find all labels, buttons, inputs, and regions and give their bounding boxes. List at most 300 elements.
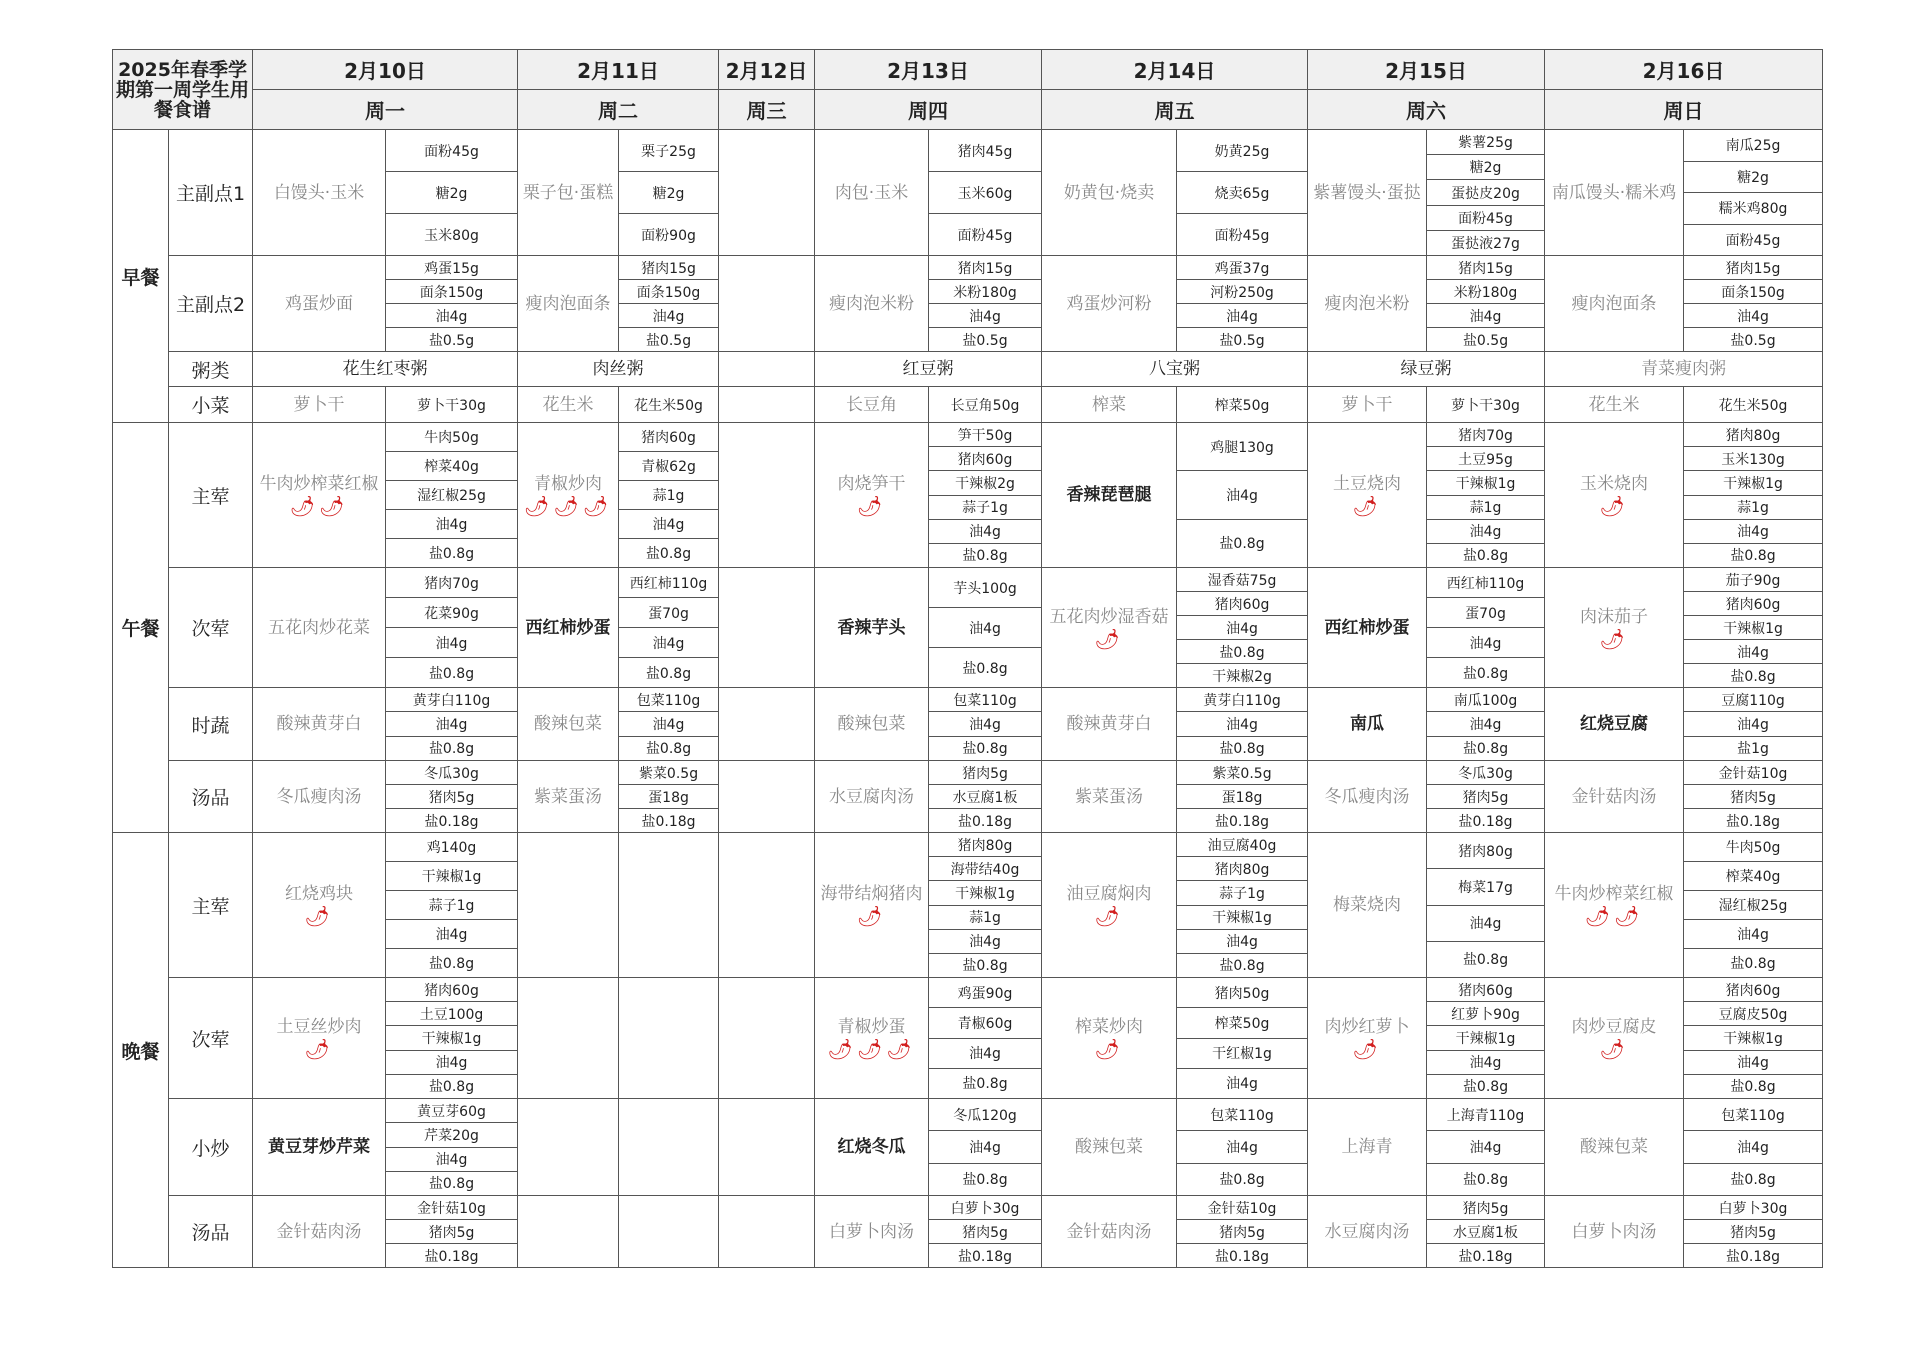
empty-cell (518, 978, 619, 1099)
ingredient-item: 油4g (929, 930, 1041, 954)
porridge-name: 绿豆粥 (1308, 352, 1545, 387)
ingredient-item: 烧卖65g (1177, 172, 1307, 214)
ingredient-item: 西红柿110g (1427, 568, 1544, 598)
ingredient-item: 盐0.8g (962, 548, 1008, 565)
ingredients-cell (1427, 256, 1545, 352)
ingredient-item: 青椒62g (619, 452, 718, 481)
ingredient-item: 玉米60g (929, 172, 1041, 214)
ingredients-cell (386, 978, 518, 1099)
dish-cell (518, 256, 619, 352)
ingredients-cell (619, 256, 719, 352)
chili-pepper-icon: 🌶 (304, 1037, 334, 1061)
ingredients-cell (619, 688, 719, 761)
ingredients-cell (929, 256, 1042, 352)
empty-cell (619, 1099, 719, 1196)
ingredient-list (619, 688, 718, 760)
chili-pepper-icon: 🌶 (1599, 494, 1629, 518)
ingredient-list (386, 256, 517, 351)
ingredient-item: 猪肉45g (929, 130, 1041, 172)
ingredient-item: 油4g (1427, 1051, 1544, 1075)
ingredient-item: 盐0.8g (1462, 1172, 1509, 1189)
ingredient-item: 栗子25g (619, 130, 718, 172)
ingredient-item: 猪肉15g (929, 256, 1041, 280)
ingredient-list (386, 1196, 517, 1267)
porridge-name: 青菜瘦肉粥 (1545, 352, 1823, 387)
ingredient-list (1684, 1099, 1822, 1195)
ingredient-item: 盐0.8g (1177, 640, 1307, 664)
category-label: 主副点1 (169, 130, 253, 256)
ingredient-item: 土豆100g (386, 1002, 517, 1026)
ingredient-item: 盐0.18g (1214, 813, 1270, 830)
ingredient-list (386, 833, 517, 977)
dish-name: 肉炒红萝卜 (1324, 1017, 1410, 1037)
ingredient-item: 水豆腐1板 (929, 785, 1041, 809)
ingredient-item: 盐0.8g (1730, 1079, 1776, 1096)
date-header: 2月15日 (1308, 50, 1545, 90)
ingredients-cell (386, 1196, 518, 1268)
ingredient-item: 蒜1g (1427, 496, 1544, 520)
weekday-header: 周六 (1308, 90, 1545, 130)
ingredient-item: 油4g (1427, 712, 1544, 736)
ingredient-item: 牛肉50g (386, 423, 517, 452)
ingredient-item: 冬瓜30g (386, 761, 517, 785)
ingredient-item: 盐0.5g (1219, 332, 1265, 349)
ingredient-item: 萝卜干30g (1451, 397, 1520, 414)
ingredient-item: 糯米鸡80g (1684, 193, 1822, 225)
ingredient-list (1177, 568, 1307, 687)
ingredient-item: 包菜110g (1177, 1099, 1307, 1131)
ingredient-item: 油4g (619, 712, 718, 736)
ingredient-item: 猪肉80g (1427, 833, 1544, 869)
ingredients-cell (1177, 387, 1308, 423)
ingredients-cell (386, 833, 518, 978)
empty-cell (719, 423, 815, 568)
dish-cell (518, 761, 619, 833)
ingredient-list (1427, 761, 1544, 832)
porridge-name: 红豆粥 (815, 352, 1042, 387)
ingredient-item: 面粉45g (1725, 232, 1781, 249)
ingredient-list (1177, 761, 1307, 832)
ingredient-item: 干辣椒1g (386, 1026, 517, 1050)
ingredient-item: 黄豆芽60g (386, 1099, 517, 1123)
ingredient-list (1684, 387, 1822, 422)
ingredient-item: 猪肉5g (929, 1220, 1041, 1244)
meal-row (113, 423, 1823, 568)
ingredient-item: 糖2g (386, 172, 517, 214)
dish-name: 黄豆芽炒芹菜 (268, 1137, 371, 1157)
dish-cell (1042, 1196, 1177, 1268)
dish-name: 瘦肉泡面条 (1571, 293, 1657, 314)
ingredient-item: 油4g (386, 510, 517, 539)
dish-cell (518, 130, 619, 256)
ingredients-cell (1177, 256, 1308, 352)
ingredients-cell (386, 688, 518, 761)
ingredient-item: 紫菜0.5g (1177, 761, 1307, 785)
ingredients-cell (929, 761, 1042, 833)
dish-name: 青椒炒肉 (534, 474, 603, 494)
dish-name: 栗子包·蛋糕 (522, 182, 614, 203)
chili-pepper-icon: 🌶🌶 (1584, 904, 1644, 928)
ingredients-cell (619, 761, 719, 833)
category-label: 次荤 (169, 568, 253, 688)
ingredient-list (1427, 568, 1544, 687)
ingredient-item: 猪肉5g (1684, 1220, 1822, 1244)
dish-cell (1042, 387, 1177, 423)
ingredient-list (929, 423, 1041, 567)
date-header: 2月16日 (1545, 50, 1823, 90)
ingredients-cell (1177, 761, 1308, 833)
ingredient-item: 盐0.8g (1462, 1079, 1509, 1096)
ingredient-item: 油4g (1427, 304, 1544, 328)
dish-name: 奶黄包·烧卖 (1063, 182, 1155, 203)
ingredient-item: 油4g (1684, 920, 1822, 949)
ingredient-item: 猪肉60g (929, 447, 1041, 471)
meal-row (113, 130, 1823, 256)
ingredients-cell (386, 568, 518, 688)
dish-cell (815, 256, 929, 352)
ingredient-item: 油4g (386, 1148, 517, 1172)
dish-cell (1545, 387, 1684, 423)
ingredient-list (1684, 423, 1822, 567)
ingredient-item: 油4g (386, 628, 517, 658)
ingredient-item: 油4g (619, 510, 718, 539)
ingredient-item: 萝卜干30g (417, 397, 486, 414)
ingredient-list (1427, 688, 1544, 760)
ingredient-item: 干辣椒1g (929, 881, 1041, 905)
ingredient-list (929, 688, 1041, 760)
ingredient-item: 油4g (1427, 628, 1544, 658)
ingredient-item: 花菜90g (386, 598, 517, 628)
ingredient-item: 上海青110g (1427, 1099, 1544, 1131)
dish-cell (1545, 761, 1684, 833)
chili-pepper-icon: 🌶 (1352, 494, 1382, 518)
dish-name: 西红柿炒蛋 (525, 617, 611, 638)
weekday-header: 周日 (1545, 90, 1823, 130)
ingredient-list (386, 978, 517, 1098)
ingredient-item: 油4g (929, 520, 1041, 544)
ingredients-cell (1177, 568, 1308, 688)
ingredient-item: 盐0.8g (645, 665, 692, 682)
ingredient-item: 盐0.8g (428, 741, 475, 758)
ingredient-item: 盐0.8g (962, 1076, 1008, 1093)
dish-cell (1545, 1099, 1684, 1196)
empty-cell (719, 761, 815, 833)
empty-cell (719, 978, 815, 1099)
ingredient-item: 盐0.8g (428, 1176, 475, 1193)
ingredient-item: 面粉90g (641, 227, 696, 244)
ingredient-item: 蒜子1g (1177, 881, 1307, 905)
ingredients-cell (1427, 1099, 1545, 1196)
ingredient-item: 油4g (619, 628, 718, 658)
ingredient-item: 干辣椒2g (1212, 668, 1272, 685)
dish-cell (1545, 1196, 1684, 1268)
date-header: 2月14日 (1042, 50, 1308, 90)
ingredients-cell (1427, 978, 1545, 1099)
ingredients-cell (1427, 423, 1545, 568)
ingredient-item: 河粉250g (1177, 280, 1307, 304)
ingredient-item: 米粉180g (929, 280, 1041, 304)
dish-name: 红烧豆腐 (1580, 714, 1649, 734)
meal-label: 午餐 (113, 423, 169, 833)
dish-cell (253, 688, 386, 761)
ingredient-list (386, 423, 517, 567)
ingredient-item: 猪肉60g (1427, 978, 1544, 1002)
ingredient-item: 油4g (386, 920, 517, 949)
dish-name: 瘦肉泡面条 (525, 293, 611, 314)
ingredient-list (1177, 387, 1307, 422)
ingredient-list (386, 761, 517, 832)
meal-row (113, 352, 1823, 387)
ingredient-item: 玉米130g (1684, 447, 1822, 471)
ingredient-item: 干红椒1g (1177, 1039, 1307, 1069)
ingredient-item: 油4g (929, 608, 1041, 648)
dish-name: 油豆腐焖肉 (1066, 884, 1152, 904)
ingredients-cell (1684, 761, 1823, 833)
ingredient-item: 猪肉15g (619, 256, 718, 280)
category-label: 主荤 (169, 423, 253, 568)
ingredient-list (929, 761, 1041, 832)
ingredient-item: 猪肉60g (1684, 592, 1822, 616)
ingredient-item: 猪肉60g (1177, 592, 1307, 616)
meal-row (113, 1099, 1823, 1196)
ingredients-cell (1684, 568, 1823, 688)
empty-cell (719, 1099, 815, 1196)
dish-cell (1308, 423, 1427, 568)
ingredients-cell (929, 423, 1042, 568)
ingredient-item: 盐0.18g (1725, 813, 1781, 830)
ingredient-item: 猪肉80g (929, 833, 1041, 857)
ingredient-item: 紫薯25g (1427, 130, 1544, 155)
ingredient-item: 面粉45g (957, 227, 1013, 244)
ingredient-item: 油4g (1177, 471, 1307, 519)
ingredient-list (1177, 1196, 1307, 1267)
ingredient-item: 盐0.5g (645, 332, 692, 349)
dish-cell (815, 978, 929, 1099)
ingredient-item: 猪肉5g (386, 1220, 517, 1244)
ingredient-item: 盐0.18g (1725, 1248, 1781, 1265)
dish-name: 玉米烧肉 (1580, 474, 1649, 494)
date-header: 2月12日 (719, 50, 815, 90)
dish-name: 酸辣包菜 (534, 714, 603, 734)
weekday-header: 周四 (815, 90, 1042, 130)
ingredient-item: 盐0.18g (1458, 813, 1513, 830)
dish-cell (253, 1099, 386, 1196)
ingredient-item: 豆腐皮50g (1684, 1002, 1822, 1026)
ingredient-item: 盐0.8g (1462, 952, 1509, 969)
dish-name: 榨菜炒肉 (1075, 1017, 1144, 1037)
dish-cell (1308, 978, 1427, 1099)
ingredient-list (619, 423, 718, 567)
empty-cell (719, 688, 815, 761)
ingredient-list (1684, 256, 1822, 351)
dish-cell (1042, 833, 1177, 978)
chili-pepper-icon: 🌶 (1094, 626, 1124, 651)
empty-cell (619, 978, 719, 1099)
dish-cell (253, 256, 386, 352)
ingredient-item: 盐0.5g (962, 332, 1008, 349)
ingredient-item: 盐0.8g (428, 956, 475, 972)
ingredients-cell (386, 1099, 518, 1196)
ingredient-list (929, 568, 1041, 687)
empty-cell (719, 568, 815, 688)
meal-row (113, 761, 1823, 833)
dish-cell (253, 387, 386, 423)
menu-title: 2025年春季学期第一周学生用餐食谱 (113, 50, 253, 130)
dish-cell (518, 688, 619, 761)
ingredient-item: 盐0.18g (957, 813, 1013, 830)
dish-cell (1308, 256, 1427, 352)
ingredient-item: 盐0.8g (1730, 1172, 1776, 1189)
dish-name: 萝卜干 (293, 394, 345, 415)
ingredient-item: 盐0.8g (1219, 1172, 1265, 1189)
dish-name: 牛肉炒榨菜红椒 (259, 474, 379, 494)
ingredient-item: 猪肉50g (1177, 978, 1307, 1008)
ingredients-cell (619, 423, 719, 568)
ingredient-item: 盐0.8g (1730, 956, 1776, 972)
ingredient-list (1427, 1099, 1544, 1195)
dish-cell (1545, 130, 1684, 256)
ingredients-cell (1427, 130, 1545, 256)
chili-pepper-icon: 🌶 (304, 904, 334, 928)
menu-table (112, 49, 1823, 1268)
ingredient-item: 干辣椒1g (1684, 1026, 1822, 1050)
ingredient-list (929, 1196, 1041, 1267)
dish-name: 肉炒豆腐皮 (1571, 1017, 1657, 1037)
ingredient-item: 鸡蛋90g (929, 978, 1041, 1008)
meal-row (113, 833, 1823, 978)
category-label: 主副点2 (169, 256, 253, 352)
ingredient-item: 盐0.8g (1462, 741, 1509, 758)
ingredient-list (1427, 1196, 1544, 1267)
ingredient-item: 干辣椒1g (1427, 1026, 1544, 1050)
ingredient-item: 油4g (1684, 1131, 1822, 1163)
ingredient-item: 油4g (1177, 616, 1307, 640)
dish-cell (1042, 423, 1177, 568)
ingredient-list (929, 1099, 1041, 1195)
dish-cell (815, 130, 929, 256)
ingredient-item: 油4g (929, 304, 1041, 328)
dish-cell (1308, 688, 1427, 761)
porridge-name: 八宝粥 (1042, 352, 1308, 387)
dish-cell (1545, 568, 1684, 688)
dish-cell (1308, 1099, 1427, 1196)
dish-cell (1042, 256, 1177, 352)
dish-name: 紫薯馒头·蛋挞 (1313, 182, 1421, 203)
ingredients-cell (1177, 130, 1308, 256)
ingredient-list (1177, 256, 1307, 351)
ingredient-item: 盐0.5g (428, 332, 475, 349)
ingredients-cell (1684, 1196, 1823, 1268)
category-label: 时蔬 (169, 688, 253, 761)
ingredient-item: 海带结40g (929, 857, 1041, 881)
ingredient-list (1684, 130, 1822, 255)
category-label: 次荤 (169, 978, 253, 1099)
meal-label: 晚餐 (113, 833, 169, 1268)
ingredient-item: 土豆95g (1427, 447, 1544, 471)
ingredient-item: 油4g (1177, 930, 1307, 954)
dish-cell (1042, 130, 1177, 256)
ingredient-item: 黄芽白110g (386, 688, 517, 712)
ingredients-cell (386, 256, 518, 352)
ingredient-item: 蒜1g (619, 481, 718, 510)
dish-name: 牛肉炒榨菜红椒 (1554, 884, 1674, 904)
ingredient-item: 糖2g (1427, 155, 1544, 180)
ingredient-item: 鸡蛋15g (386, 256, 517, 280)
ingredients-cell (619, 568, 719, 688)
ingredient-item: 干辣椒2g (929, 471, 1041, 495)
dish-name: 紫菜蛋汤 (534, 786, 603, 807)
dish-cell (1308, 387, 1427, 423)
meal-row (113, 1196, 1823, 1268)
ingredient-item: 糖2g (1684, 162, 1822, 194)
ingredient-item: 盐0.8g (645, 546, 692, 562)
empty-cell (518, 1196, 619, 1268)
chili-pepper-icon: 🌶 (1599, 626, 1629, 651)
dish-name: 香辣琵琶腿 (1066, 485, 1152, 505)
ingredient-item: 蒜子1g (386, 891, 517, 920)
dish-name: 梅菜烧肉 (1333, 895, 1402, 915)
ingredient-item: 盐0.8g (962, 660, 1008, 677)
ingredient-item: 金针菇10g (1684, 761, 1822, 785)
date-header: 2月10日 (253, 50, 518, 90)
ingredient-list (386, 568, 517, 687)
ingredient-item: 奶黄25g (1177, 130, 1307, 172)
ingredient-item: 金针菇10g (1177, 1196, 1307, 1220)
ingredient-list (929, 978, 1041, 1098)
dish-name: 鸡蛋炒面 (285, 293, 354, 314)
ingredient-item: 盐0.8g (1730, 548, 1776, 565)
dish-name: 水豆腐肉汤 (1324, 1221, 1410, 1242)
ingredient-list (1427, 978, 1544, 1098)
dish-cell (815, 761, 929, 833)
ingredient-item: 蛋18g (619, 785, 718, 809)
ingredient-list (1177, 1099, 1307, 1195)
ingredient-item: 青椒60g (929, 1008, 1041, 1038)
empty-cell (719, 130, 815, 256)
ingredient-item: 干辣椒1g (386, 862, 517, 891)
ingredient-item: 油4g (929, 1039, 1041, 1069)
ingredients-cell (1177, 833, 1308, 978)
weekday-header: 周五 (1042, 90, 1308, 130)
ingredient-item: 面粉45g (1427, 206, 1544, 231)
dish-name: 酸辣包菜 (1075, 1137, 1144, 1157)
ingredients-cell (1177, 423, 1308, 568)
ingredient-item: 猪肉80g (1177, 857, 1307, 881)
ingredient-item: 油4g (1684, 304, 1822, 328)
ingredients-cell (1427, 387, 1545, 423)
ingredient-item: 白萝卜30g (1684, 1196, 1822, 1220)
porridge-name (719, 352, 815, 387)
ingredient-item: 油4g (1684, 1051, 1822, 1075)
dish-name: 海带结焖猪肉 (820, 884, 923, 904)
ingredients-cell (1684, 833, 1823, 978)
ingredient-item: 榨菜40g (1684, 862, 1822, 891)
ingredient-item: 猪肉15g (1684, 256, 1822, 280)
dish-cell (1308, 761, 1427, 833)
ingredient-list (929, 256, 1041, 351)
ingredient-item: 黄芽白110g (1177, 688, 1307, 712)
ingredient-item: 花生米50g (1718, 397, 1788, 414)
chili-pepper-icon: 🌶🌶🌶 (827, 1037, 916, 1061)
ingredients-cell (619, 387, 719, 423)
ingredient-item: 猪肉60g (386, 978, 517, 1002)
ingredient-item: 油4g (1427, 520, 1544, 544)
meal-row (113, 387, 1823, 423)
dish-cell (253, 423, 386, 568)
dish-cell (1042, 761, 1177, 833)
empty-cell (719, 1196, 815, 1268)
ingredient-item: 面粉45g (1214, 227, 1270, 244)
